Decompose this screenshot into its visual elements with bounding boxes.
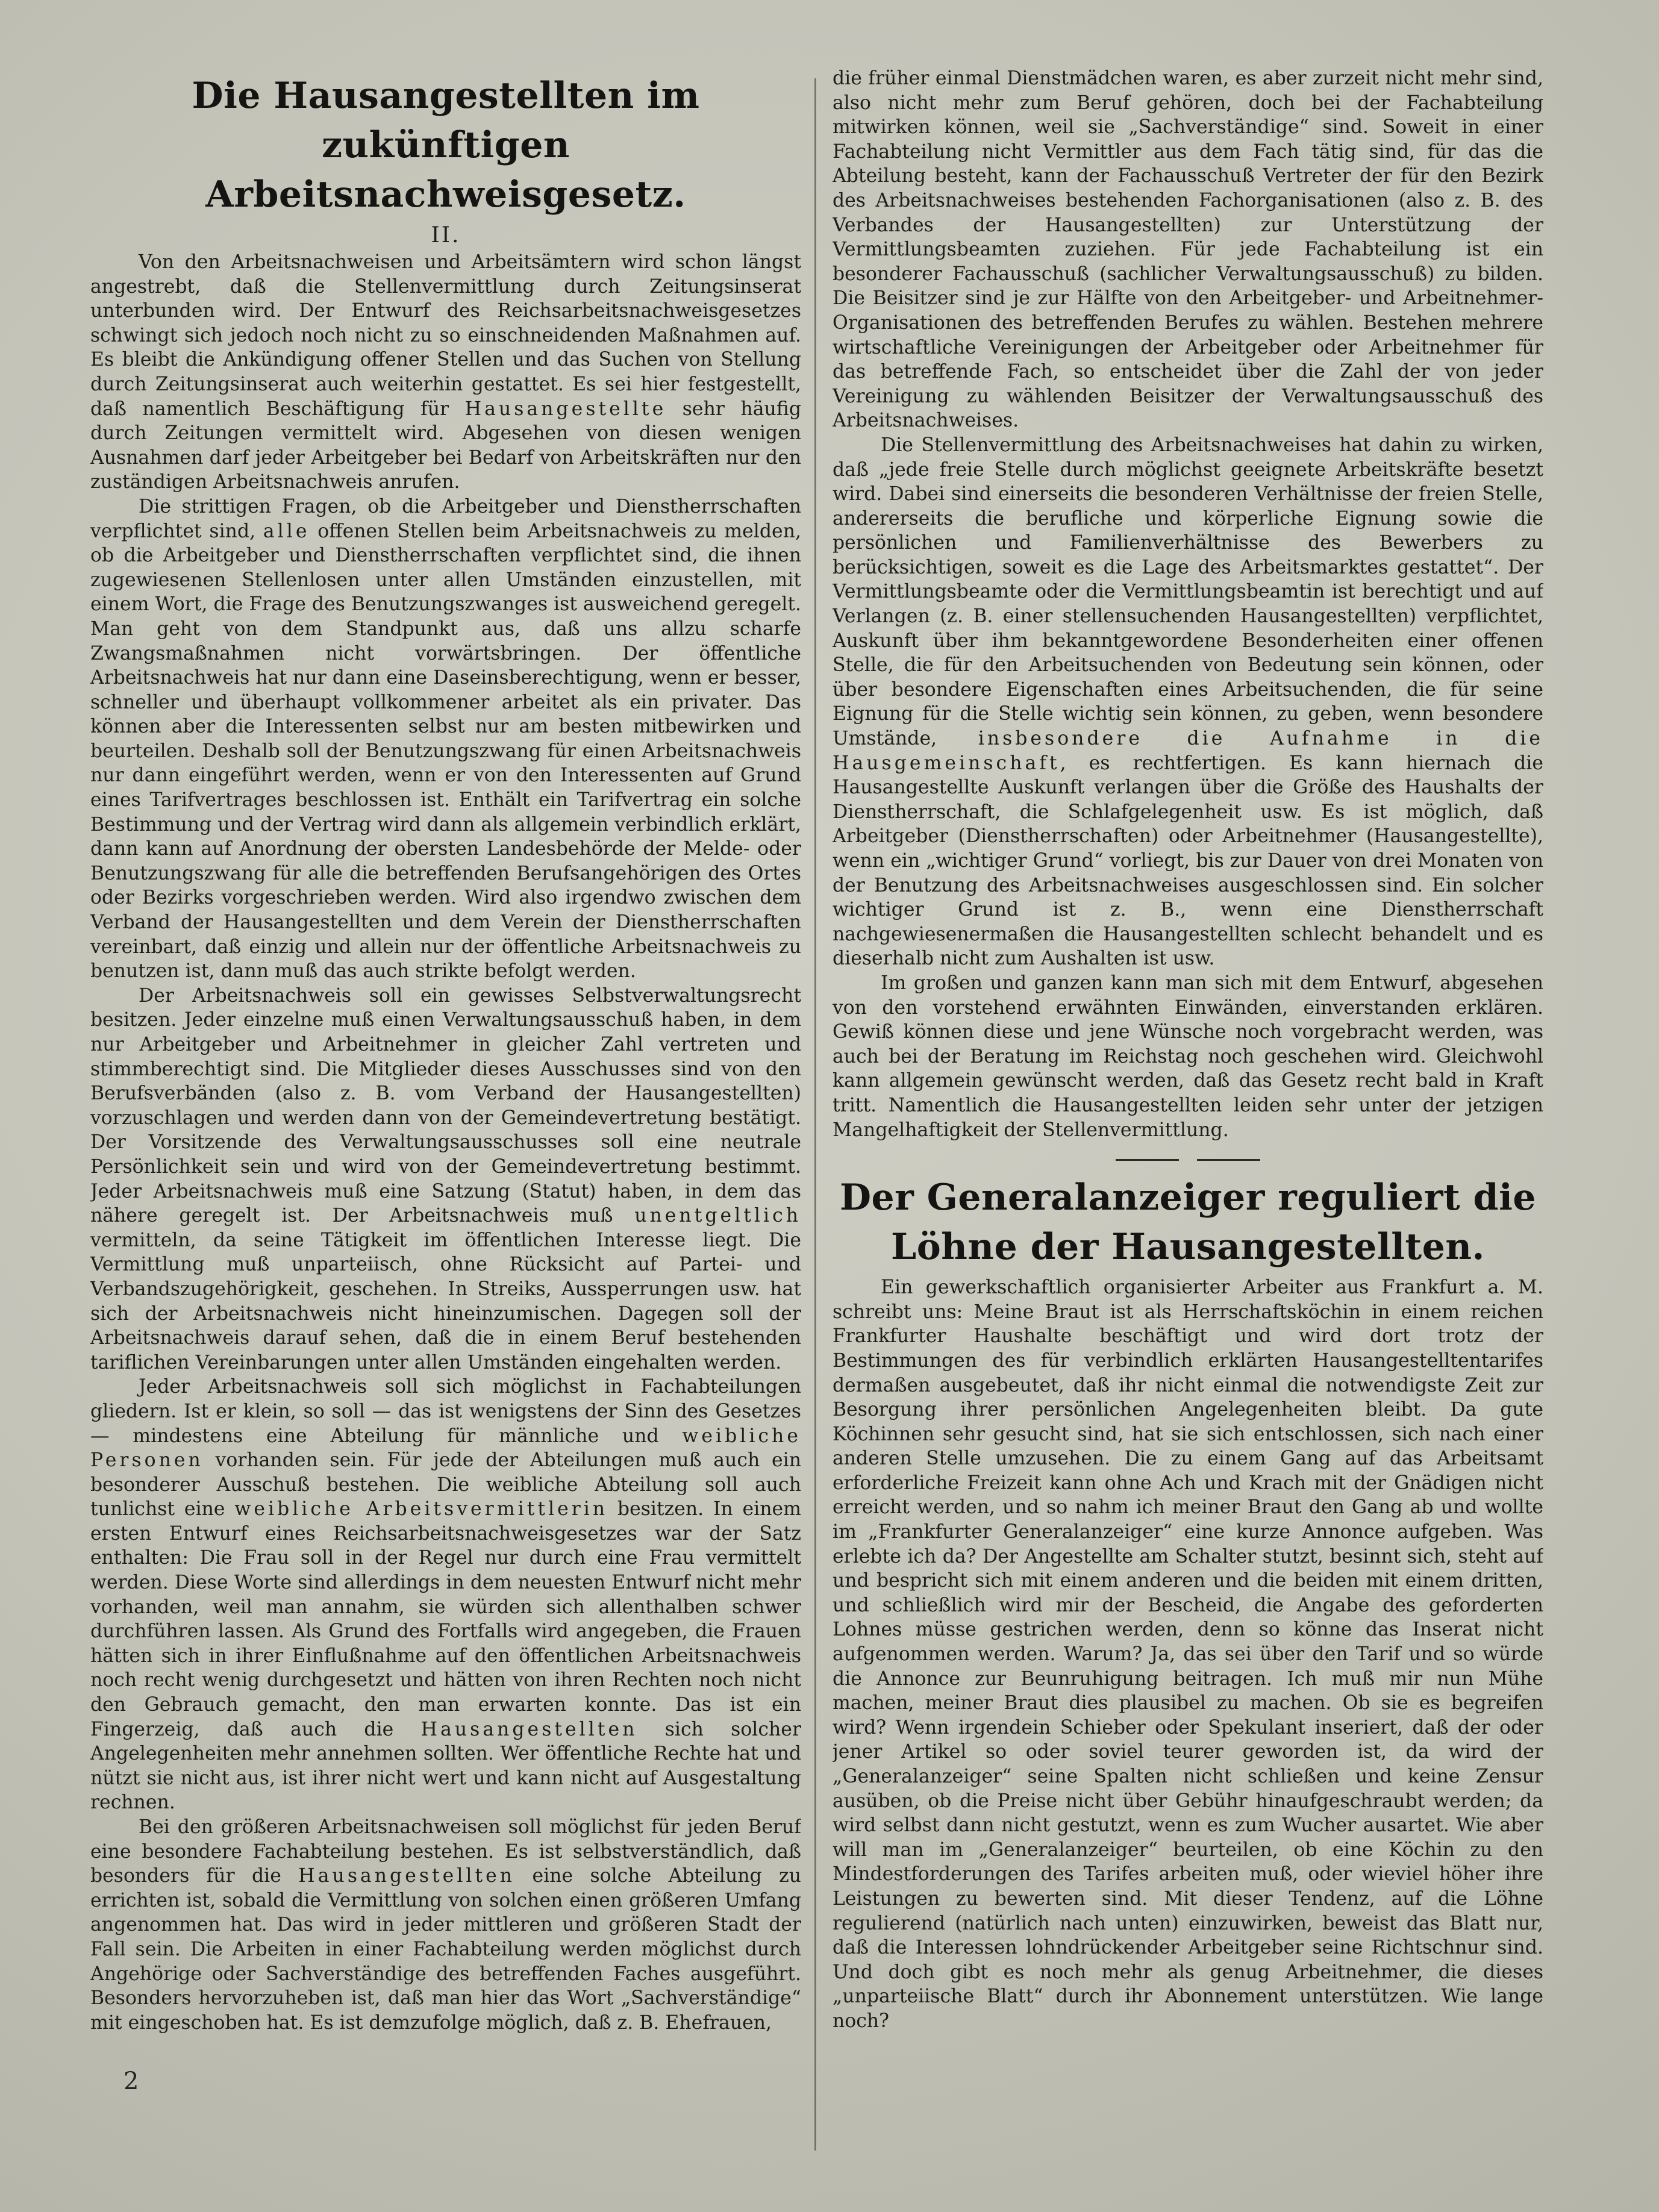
paragraph: die früher einmal Dienstmädchen waren, es aber zurzeit nicht mehr sind, also nicht mehr zum Beruf gehören, doch bei der Fachabteilung mitwirken können, weil sie „Sachverständige“ sind. Soweit in einer Fachabteilung nicht Vermittler aus dem Fach tätig sind, für das die Abteilung besteht, kann der Fachausschuß Vertreter der für den Bezirk des Arbeitsnachweises bestehenden Fachorganisationen (also z. B. des Verbandes der Hausangestellten) zur Unterstützung der Vermittlungsbeamten zuziehen. Für jede Fachabteilung ist ein besonderer Fachausschuß (sachlicher Verwaltungsausschuß) zu bilden. Die Beisitzer sind je zur Hälfte von den Arbeitgeber- und Arbeitnehmer-Organisationen des betreffenden Berufes zu wählen. Bestehen mehrere wirtschaftliche Vereinigungen der Arbeitgeber oder Arbeitnehmer für das betreffende Fach, so entscheidet über die Zahl der von jeder Vereinigung zu wählenden Beisitzer der Verwaltungsausschuß des Arbeitsnachweises. — [833, 67, 1543, 432]
paragraph: Von den Arbeitsnachweisen und Arbeitsämtern wird schon längst angestrebt, daß die Stellenvermittlung durch Zeitungsinserat unterbunden wird. Der Entwurf des Reichsarbeitsnachweisgesetzes schwingt sich jedoch noch nicht zu so einschneidenden Maßnahmen auf. Es bleibt die Ankündigung offener Stellen und das Suchen von Stellung durch Zeitungsinserat auch weiterhin gestattet. Es sei hier festgestellt, daß namentlich Beschäftigung für Hausangestellte sehr häufig durch Zeitungen vermittelt wird. Abgesehen von diesen wenigen Ausnahmen darf jeder Arbeitgeber bei Bedarf von Arbeitskräften nur den zuständigen Arbeitsnachweis anrufen. — [90, 251, 801, 493]
article-title-hausangestellte: Die Hausangestellten im zukünftigen Arbeitsnachweisgesetz. — [192, 75, 700, 216]
left-column — [90, 66, 801, 2114]
paragraph: Bei den größeren Arbeitsnachweisen soll möglichst für jeden Beruf eine besondere Fachabteilung bestehen. Es ist selbstverständlich, daß besonders für die Hausangestellten eine solche Abteilung zu errichten ist, sobald die Vermittlung von solchen einen größeren Umfang angenommen hat. Das wird in jeder mittleren und größeren Stadt der Fall sein. Die Arbeiten in einer Fachabteilung werden möglichst durch Angehörige oder Sachverständige des betreffenden Faches ausgeführt. Besonders hervorzuheben ist, daß man hier das Wort „Sachverständige“ mit eingeschoben hat. Es ist demzufolge möglich, daß z. B. Ehefrauen, — [90, 1816, 801, 2034]
article-title-generalanzeiger: Der Generalanzeiger reguliert die Löhne der Hausangestellten. — [839, 1176, 1537, 1269]
part-numeral: II. — [431, 223, 461, 248]
paragraph: Der Arbeitsnachweis soll ein gewisses Selbstverwaltungsrecht besitzen. Jeder einzelne muß einen Verwaltungsausschuß haben, in dem nur Arbeitgeber und Arbeitnehmer in gleicher Zahl vertreten und stimmberechtigt sind. Die Mitglieder dieses Ausschusses sind von den Berufsverbänden (also z. B. vom Verband der Hausangestellten) vorzuschlagen und werden dann von der Gemeindevertretung bestätigt. Der Vorsitzende des Verwaltungsausschusses soll eine neutrale Persönlichkeit sein und wird von der Gemeindevertretung bestimmt. Jeder Arbeitsnachweis muß eine Satzung (Statut) haben, in dem das nähere geregelt ist. Der Arbeitsnachweis muß unentgeltlich vermitteln, da seine Tätigkeit im öffentlichen Interesse liegt. Die Vermittlung muß unparteiisch, ohne Rücksicht auf Partei- und Verbandszugehörigkeit, geschehen. In Streiks, Aussperrungen usw. hat sich der Arbeitsnachweis nicht hineinzumischen. Dagegen soll der Arbeitsnachweis darauf sehen, daß die in einem Beruf bestehenden tariflichen Vereinbarungen unter allen Umständen eingehalten werden. — [90, 984, 801, 1373]
page-number: 2 — [123, 2067, 139, 2095]
paragraph: Jeder Arbeitsnachweis soll sich möglichst in Fachabteilungen gliedern. Ist er klein, so soll — das ist wenigstens der Sinn des Gesetzes — mindestens eine Abteilung für männliche und weibliche Personen vorhanden sein. Für jede der Abteilungen muß auch ein besonderer Ausschuß bestehen. Die weibliche Abteilung soll auch tunlichst eine weibliche Arbeitsvermittlerin besitzen. In einem ersten Entwurf eines Reichsarbeitsnachweisgesetzes war der Satz enthalten: Die Frau soll in der Regel nur durch eine Frau vermittelt werden. Diese Worte sind allerdings in dem neuesten Entwurf nicht mehr vorhanden, weil man annahm, sie würden sich allenthalben schwer durchführen lassen. Als Grund des Fortfalls wird angegeben, die Frauen hätten sich in ihrer Einflußnahme auf den öffentlichen Arbeitsnachweis noch recht wenig durchgesetzt und hätten von ihren Rechten noch nicht den Gebrauch gemacht, den man erwarten konnte. Das ist ein Fingerzeig, daß auch die Hausangestellten sich solcher Angelegenheiten mehr annehmen sollten. Wer öffentliche Rechte hat und nützt sie nicht aus, ist ihrer nicht wert und kann nicht auf Ausgestaltung rechnen. — [90, 1376, 801, 1814]
paragraph: Ein gewerkschaftlich organisierter Arbeiter aus Frankfurt a. M. schreibt uns: Meine Braut ist als Herrschaftsköchin in einem reichen Frankfurter Haushalte beschäftigt und wird dort trotz der Bestimmungen des für verbindlich erklärten Hausangestelltentarifes dermaßen ausgebeutet, daß ihr nicht einmal die notwendigste Zeit zur Besorgung ihrer persönlichen Angelegenheiten bleibt. Da gute Köchinnen sehr gesucht sind, hat sie sich entschlossen, sich nach einer anderen Stelle umzusehen. Die zu einem Gang auf das Arbeitsamt erforderliche Freizeit kann ohne Ach und Krach mit der Gnädigen nicht erreicht werden, und so nahm ich meiner Braut den Gang ab und wollte im „Frankfurter Generalanzeiger“ eine kurze Annonce aufgeben. Was erlebte ich da? Der Angestellte am Schalter stutzt, besinnt sich, steht auf und bespricht sich mit einem anderen und die beiden mit einem dritten, und schließlich wird mir der Bescheid, die Angabe des geforderten Lohnes müsse gestrichen werden, denn so könne das Inserat nicht aufgenommen werden. Warum? Ja, das sei über den Tarif und so würde die Annonce zur Beunruhigung beitragen. Ich muß mir nun Mühe machen, meiner Braut dies plausibel zu machen. Ob sie es begreifen wird? Wenn irgendein Schieber oder Spekulant inseriert, daß der oder jener Artikel so oder soviel teurer geworden ist, da wird der „Generalanzeiger“ seine Spalten nicht schließen und keine Zensur ausüben, ob die Preise nicht über Gebühr hinaufgeschraubt werden; da wird selbst dann nicht gestutzt, wenn es zum Wucher ausartet. Wie aber will man im „Generalanzeiger“ beurteilen, ob eine Köchin zu den Mindestforderungen des Tarifes arbeiten muß, oder wieviel höher ihre Leistungen zu bewerten sind. Mit dieser Tendenz, auf die Löhne regulierend (natürlich nach unten) einzuwirken, beweist das Blatt nur, daß die Interessen lohndrückender Arbeitgeber seine Richtschnur sind. Und doch gibt es noch mehr als genug Arbeitnehmer, die dieses „unparteiische Blatt“ durch ihr Abonnement unterstützen. Wie lange noch? — [833, 1276, 1543, 2032]
right-column — [833, 66, 1543, 2114]
paragraph: Im großen und ganzen kann man sich mit dem Entwurf, abgesehen von den vorstehend erwähnten Einwänden, einverstanden erklären. Gewiß können diese und jene Wünsche noch vorgebracht werden, was auch bei der Beratung im Reichstag noch geschehen wird. Gleichwohl kann allgemein gewünscht werden, daß das Gesetz recht bald in Kraft tritt. Namentlich die Hausangestellten leiden sehr unter der jetzigen Mangelhaftigkeit der Stellenvermittlung. — [833, 972, 1543, 1141]
paragraph: Die strittigen Fragen, ob die Arbeitgeber und Dienstherrschaften verpflichtet sind, alle offenen Stellen beim Arbeitsnachweis zu melden, ob die Arbeitgeber und Dienstherrschaften verpflichtet sind, die ihnen zugewiesenen Stellenlosen unter allen Umständen einzustellen, mit einem Wort, die Frage des Benutzungszwanges ist ausweichend geregelt. Man geht von dem Standpunkt aus, daß uns allzu scharfe Zwangsmaßnahmen nicht vorwärtsbringen. Der öffentliche Arbeitsnachweis hat nur dann eine Daseinsberechtigung, wenn er besser, schneller und überhaupt vollkommener arbeitet als ein privater. Das können aber die Interessenten selbst nur am besten mitbewirken und beurteilen. Deshalb soll der Benutzungszwang für einen Arbeitsnachweis nur dann eingeführt werden, wenn er von den Interessenten auf Grund eines Tarifvertrages beschlossen ist. Enthält ein Tarifvertrag ein solche Bestimmung und der Vertrag wird dann als allgemein verbindlich erklärt, dann kann auf Anordnung der obersten Landesbehörde der Melde- oder Benutzungszwang für alle die betreffenden Berufsangehörigen des Ortes oder Bezirks vorgeschrieben werden. Wird also irgendwo zwischen dem Verband der Hausangestellten und dem Verein der Dienstherrschaften vereinbart, daß einzig und allein nur der öffentliche Arbeitsnachweis zu benutzen ist, dann muß das auch strikte befolgt werden. — [90, 495, 801, 983]
column-rule — [814, 78, 816, 2151]
paragraph: Die Stellenvermittlung des Arbeitsnachweises hat dahin zu wirken, daß „jede freie Stelle durch möglichst geeignete Arbeitskräfte besetzt wird. Dabei sind einerseits die besonderen Verhältnisse der freien Stelle, andererseits die berufliche und körperliche Eignung sowie die persönlichen und Familienverhältnisse des Bewerbers zu berücksichtigen, soweit es die Lage des Arbeitsmarktes gestattet“. Der Vermittlungsbeamte oder die Vermittlungsbeamtin ist berechtigt und auf Verlangen (z. B. einer stellensuchenden Hausangestellten) verpflichtet, Auskunft über ihm bekanntgewordene Besonderheiten einer offenen Stelle, die für den Arbeitsuchenden von Bedeutung sein können, oder über besondere Eigenschaften eines Arbeitsuchenden, die für seine Eignung für die Stelle wichtig sein können, zu geben, wenn besondere Umstände, insbesondere die Aufnahme in die Hausgemeinschaft, es rechtfertigen. Es kann hiernach die Hausangestellte Auskunft verlangen über die Größe des Haushalts der Dienstherrschaft, die Schlafgelegenheit usw. Es ist möglich, daß Arbeitgeber (Dienstherrschaften) oder Arbeitnehmer (Hausangestellte), wenn ein „wichtiger Grund“ vorliegt, bis zur Dauer von drei Monaten von der Benutzung des Arbeitsnachweises ausgeschlossen sind. Ein solcher wichtiger Grund ist z. B., wenn eine Dienstherrschaft nachgewiesenermaßen die Hausangestellten schlecht behandelt und es dieserhalb nicht zum Aushalten ist usw. — [833, 434, 1543, 970]
article-divider — [1116, 1159, 1260, 1161]
